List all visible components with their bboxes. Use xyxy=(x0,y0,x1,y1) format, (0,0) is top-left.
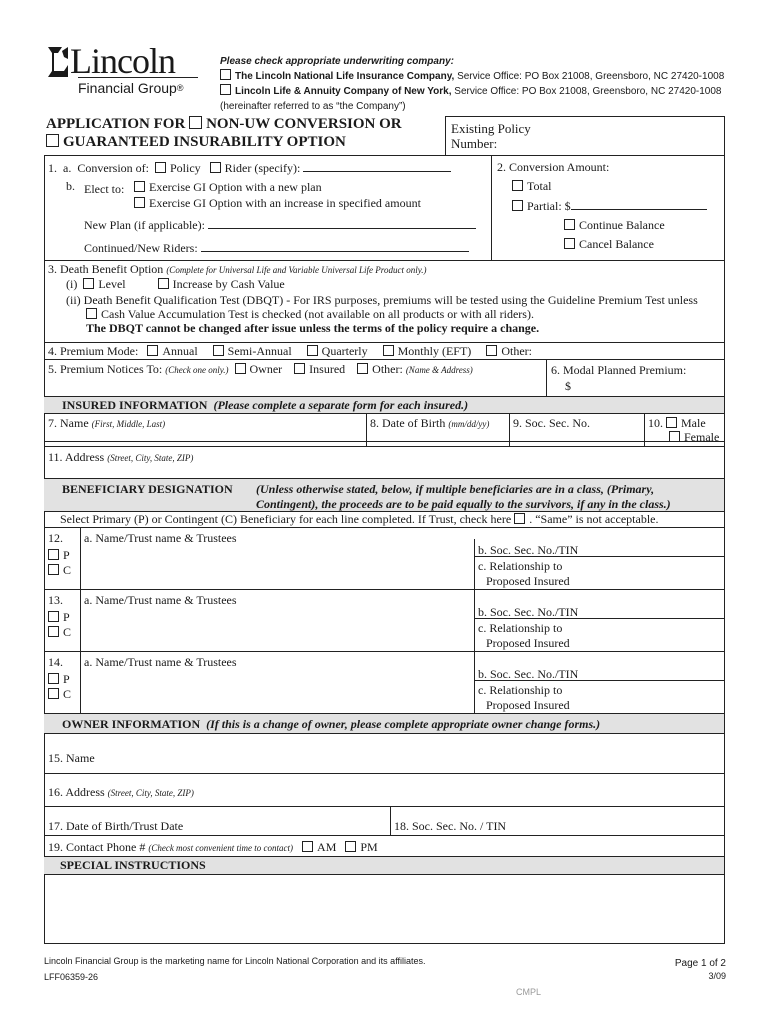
title-prefix: APPLICATION FOR xyxy=(46,116,186,132)
primary-checkbox[interactable] xyxy=(48,611,59,622)
mode-semiannual-label: Semi-Annual xyxy=(227,344,292,358)
company-heading: Please check appropriate underwriting company: xyxy=(220,56,454,67)
beneficiary-note xyxy=(256,482,671,512)
mode-other-label: Other: xyxy=(501,344,532,358)
premium-notices-note: (Check one only.) xyxy=(165,365,229,375)
company-note: (hereinafter referred to as “the Company”) xyxy=(220,101,406,112)
existing-policy-label: Existing Policy xyxy=(451,121,531,136)
insured-header xyxy=(62,398,468,413)
insured-header-title: INSURED INFORMATION xyxy=(62,398,208,412)
conversion-rider-checkbox[interactable] xyxy=(210,162,221,173)
section-1 xyxy=(48,160,451,176)
beneficiary-row-number: 14. xyxy=(48,655,63,669)
insured-sex xyxy=(648,416,719,444)
insured-address-note: (Street, City, State, ZIP) xyxy=(107,453,194,463)
contingent-label: C xyxy=(63,563,72,577)
special-instructions-field[interactable] xyxy=(45,874,723,942)
cancel-balance-checkbox[interactable] xyxy=(564,238,575,249)
modal-premium xyxy=(551,362,686,394)
company-lla-name: Lincoln Life & Annuity Company of New York, xyxy=(235,86,452,97)
mode-semiannual-checkbox[interactable] xyxy=(213,345,224,356)
premium-notices-row xyxy=(48,362,473,377)
company-lnl-address: Service Office: PO Box 21008, Greensboro, NC 27420-1008 xyxy=(454,71,725,82)
insured-header-note: (Please complete a separate form for each insured.) xyxy=(213,398,469,412)
form-title xyxy=(46,115,402,151)
gio-checkbox[interactable] xyxy=(46,134,59,147)
notices-other-checkbox[interactable] xyxy=(357,363,368,374)
existing-policy-number-label: Number: xyxy=(451,136,498,151)
primary-label: P xyxy=(63,672,70,686)
partial-checkbox[interactable] xyxy=(512,200,523,211)
beneficiary-header: BENEFICIARY DESIGNATION xyxy=(62,482,233,496)
company-selection xyxy=(220,54,724,114)
insured-address-label: 11. Address xyxy=(48,450,105,464)
beneficiary-ssn-field[interactable]: b. Soc. Sec. No./TIN xyxy=(478,605,579,619)
partial-label: Partial: $ xyxy=(527,199,571,213)
beneficiary-select-text: Select Primary (P) or Contingent (C) Beneficiary for each line completed. If Trust, check here xyxy=(60,512,512,526)
title-option-2: GUARANTEED INSURABILITY OPTION xyxy=(63,134,346,150)
notices-owner-checkbox[interactable] xyxy=(235,363,246,374)
beneficiary-ssn-field[interactable]: b. Soc. Sec. No./TIN xyxy=(478,667,579,681)
contingent-checkbox[interactable] xyxy=(48,564,59,575)
continue-balance-option xyxy=(564,218,665,233)
proposed-insured-label: Proposed Insured xyxy=(486,636,570,650)
male-checkbox[interactable] xyxy=(666,417,677,428)
title-option-1: NON-UW CONVERSION OR xyxy=(206,116,402,132)
mode-annual-label: Annual xyxy=(162,344,198,358)
gi-new-plan-label: Exercise GI Option with a new plan xyxy=(149,180,322,194)
company-lnl-checkbox[interactable] xyxy=(220,69,231,80)
notices-insured-label: Insured xyxy=(309,362,346,376)
contingent-label: C xyxy=(63,687,72,701)
mode-annual-checkbox[interactable] xyxy=(147,345,158,356)
beneficiary-ssn-field[interactable]: b. Soc. Sec. No./TIN xyxy=(478,543,579,557)
non-uw-conversion-checkbox[interactable] xyxy=(189,116,202,129)
continued-riders-label: Continued/New Riders: xyxy=(84,241,198,255)
elect-to-label: Elect to: xyxy=(84,182,125,196)
insured-ssn-field[interactable] xyxy=(513,416,590,431)
dbo-level-checkbox[interactable] xyxy=(83,278,94,289)
company-lla-address: Service Office: PO Box 21008, Greensboro, NC 27420-1008 xyxy=(451,86,722,97)
owner-phone-note: (Check most convenient time to contact) xyxy=(148,843,294,853)
footer-cmpl: CMPL xyxy=(516,987,542,997)
company-lnl-name: The Lincoln National Life Insurance Company, xyxy=(235,71,455,82)
dbo-i-label: (i) xyxy=(66,277,78,291)
insured-address-field[interactable] xyxy=(48,450,193,465)
company-lla-checkbox[interactable] xyxy=(220,84,231,95)
dbo-level-label: Level xyxy=(98,277,126,291)
continue-balance-checkbox[interactable] xyxy=(564,219,575,230)
dbqt-note: The DBQT cannot be changed after issue unless the terms of the policy require a change. xyxy=(86,321,540,335)
gi-increase-label: Exercise GI Option with an increase in specified amount xyxy=(149,196,421,210)
beneficiary-name-field[interactable]: a. Name/Trust name & Trustees xyxy=(84,593,237,607)
owner-phone-row[interactable] xyxy=(48,840,378,855)
sec1-a-label: a. xyxy=(63,161,72,175)
partial-amount-field[interactable] xyxy=(571,209,707,210)
conversion-partial-option xyxy=(512,199,707,214)
notices-insured-checkbox[interactable] xyxy=(294,363,305,374)
logo-text: Lincoln xyxy=(70,41,175,81)
lincoln-logo-icon xyxy=(44,45,72,79)
trust-checkbox[interactable] xyxy=(514,513,525,524)
insured-dob-note: (mm/dd/yy) xyxy=(448,419,490,429)
premium-mode-label: 4. Premium Mode: xyxy=(48,344,139,358)
beneficiary-row-13 xyxy=(48,593,71,640)
mode-monthly-checkbox[interactable] xyxy=(383,345,394,356)
modal-premium-dollar: $ xyxy=(565,379,571,393)
owner-address-label: 16. Address xyxy=(48,785,105,799)
death-benefit-option-row xyxy=(48,262,426,277)
footer-form-number: LFF06359-26 xyxy=(44,972,99,982)
sec1-number: 1. xyxy=(48,161,57,175)
elect-options xyxy=(134,179,421,211)
am-label: AM xyxy=(317,840,337,854)
beneficiary-row-12 xyxy=(48,531,71,578)
beneficiary-relationship-field[interactable] xyxy=(478,621,570,651)
existing-policy-box[interactable] xyxy=(445,116,725,156)
beneficiary-row-number: 13. xyxy=(48,593,63,607)
primary-checkbox[interactable] xyxy=(48,549,59,560)
footer-marketing: Lincoln Financial Group is the marketing name for Lincoln National Corporation and its affiliates. xyxy=(44,956,426,966)
mode-other-checkbox[interactable] xyxy=(486,345,497,356)
male-label: Male xyxy=(681,416,706,430)
dbqt-text: (ii) Death Benefit Qualification Test (DBQT) - For IRS purposes, premiums will be tested using the Guideline Premium Test unless xyxy=(66,293,698,307)
contingent-checkbox[interactable] xyxy=(48,626,59,637)
sec1-b-label: b. xyxy=(66,179,75,193)
primary-checkbox[interactable] xyxy=(48,673,59,684)
cancel-balance-option xyxy=(564,237,654,252)
conversion-policy-checkbox[interactable] xyxy=(155,162,166,173)
relationship-label: c. Relationship to xyxy=(478,559,563,573)
beneficiary-select-line xyxy=(60,512,658,527)
contingent-checkbox[interactable] xyxy=(48,688,59,699)
continued-riders-field[interactable] xyxy=(201,251,469,252)
mode-quarterly-label: Quarterly xyxy=(321,344,368,358)
pm-checkbox[interactable] xyxy=(345,841,356,852)
footer-date: 3/09 xyxy=(708,971,726,981)
cancel-balance-label: Cancel Balance xyxy=(579,237,654,251)
insured-name-label: 7. Name xyxy=(48,416,89,430)
gi-increase-checkbox[interactable] xyxy=(134,197,145,208)
owner-header-title: OWNER INFORMATION xyxy=(62,717,201,731)
cvat-option xyxy=(86,307,534,322)
new-plan-label: New Plan (if applicable): xyxy=(84,218,205,232)
new-plan-row xyxy=(84,218,476,233)
conversion-of-label: Conversion of: xyxy=(77,161,149,175)
am-checkbox[interactable] xyxy=(302,841,313,852)
owner-header xyxy=(62,717,600,732)
beneficiary-relationship-field[interactable] xyxy=(478,683,570,713)
insured-dob-field[interactable] xyxy=(370,416,489,431)
total-checkbox[interactable] xyxy=(512,180,523,191)
cvat-checkbox[interactable] xyxy=(86,308,97,319)
proposed-insured-label: Proposed Insured xyxy=(486,574,570,588)
pm-label: PM xyxy=(360,840,378,854)
owner-dob-field[interactable]: 17. Date of Birth/Trust Date xyxy=(48,819,184,833)
special-instructions-header: SPECIAL INSTRUCTIONS xyxy=(60,858,206,872)
owner-address-field[interactable] xyxy=(48,785,194,800)
owner-ssn-field[interactable]: 18. Soc. Sec. No. / TIN xyxy=(394,819,507,833)
dbo-increase-checkbox[interactable] xyxy=(158,278,169,289)
mode-quarterly-checkbox[interactable] xyxy=(307,345,318,356)
female-label: Female xyxy=(684,430,720,444)
modal-premium-label: 6. Modal Planned Premium: xyxy=(551,363,687,377)
owner-address-note: (Street, City, State, ZIP) xyxy=(107,788,194,798)
conversion-policy-label: Policy xyxy=(170,161,201,175)
logo xyxy=(44,40,204,102)
dbo-choices xyxy=(66,277,285,292)
insured-sex-number: 10. xyxy=(648,416,663,430)
new-plan-field[interactable] xyxy=(208,228,476,229)
beneficiary-row-14 xyxy=(48,655,71,702)
owner-phone-label: 19. Contact Phone # xyxy=(48,840,146,854)
death-benefit-note: (Complete for Universal Life and Variable Universal Life Product only.) xyxy=(166,265,427,275)
logo-rule xyxy=(78,77,198,78)
mode-monthly-label: Monthly (EFT) xyxy=(397,344,472,358)
proposed-insured-label: Proposed Insured xyxy=(486,698,570,712)
total-label: Total xyxy=(527,179,552,193)
beneficiary-select-tail: . “Same” is not acceptable. xyxy=(529,512,659,526)
dbo-increase-label: Increase by Cash Value xyxy=(172,277,285,291)
insured-dob-label: 8. Date of Birth xyxy=(370,416,446,430)
beneficiary-relationship-field[interactable] xyxy=(478,559,570,589)
contingent-label: C xyxy=(63,625,72,639)
beneficiary-row-number: 12. xyxy=(48,531,63,545)
primary-label: P xyxy=(63,610,70,624)
gi-new-plan-checkbox[interactable] xyxy=(134,181,145,192)
notices-other-label: Other: xyxy=(372,362,403,376)
cvat-label: Cash Value Accumulation Test is checked (not available on all products or with all riders). xyxy=(101,307,534,321)
owner-header-note: (If this is a change of owner, please complete appropriate owner change forms.) xyxy=(206,717,601,731)
notices-other-note: (Name & Address) xyxy=(405,365,473,375)
female-checkbox[interactable] xyxy=(669,431,680,442)
beneficiary-name-field[interactable]: a. Name/Trust name & Trustees xyxy=(84,655,237,669)
primary-label: P xyxy=(63,548,70,562)
logo-subtext: Financial Group® xyxy=(78,80,184,96)
rider-specify-field[interactable] xyxy=(303,171,451,172)
conversion-rider-label: Rider (specify): xyxy=(224,161,301,175)
insured-ssn-label: 9. Soc. Sec. No. xyxy=(513,416,590,430)
insured-name-field[interactable] xyxy=(48,416,165,431)
beneficiary-note-2: Contingent), the proceeds are to be paid equally to the survivors, if any in the class.) xyxy=(256,497,671,511)
relationship-label: c. Relationship to xyxy=(478,683,563,697)
beneficiary-note-1: (Unless otherwise stated, below, if multiple beneficiaries are in a class, (Primary, xyxy=(256,482,655,496)
continue-balance-label: Continue Balance xyxy=(579,218,665,232)
footer-page-number: Page 1 of 2 xyxy=(674,958,726,969)
premium-notices-label: 5. Premium Notices To: xyxy=(48,362,163,376)
owner-name-field[interactable]: 15. Name xyxy=(48,751,95,765)
notices-owner-label: Owner xyxy=(249,362,283,376)
continued-riders-row xyxy=(84,241,469,256)
relationship-label: c. Relationship to xyxy=(478,621,563,635)
conversion-amount-label: 2. Conversion Amount: xyxy=(497,160,610,174)
beneficiary-name-field[interactable]: a. Name/Trust name & Trustees xyxy=(84,531,237,545)
conversion-total-option xyxy=(512,179,552,194)
death-benefit-label: 3. Death Benefit Option xyxy=(48,262,164,276)
insured-name-note: (First, Middle, Last) xyxy=(91,419,166,429)
premium-mode-row xyxy=(48,344,532,359)
